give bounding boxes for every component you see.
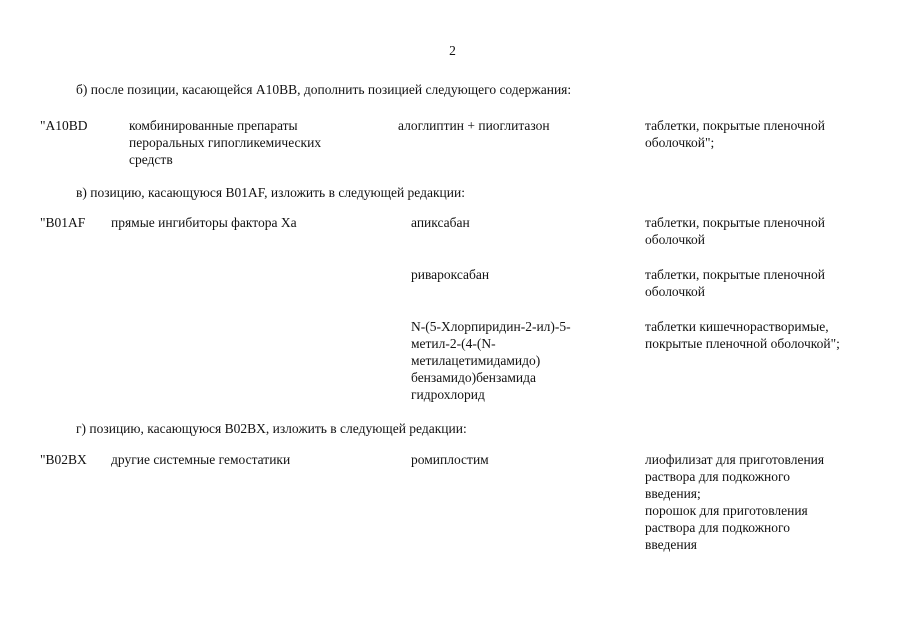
atc-code: "B02BX — [40, 452, 87, 467]
instruction-v: в) позицию, касающуюся B01AF, изложить в следующей редакции: — [76, 185, 465, 200]
atc-group: прямые ингибиторы фактора Xa — [111, 215, 297, 230]
substance: ривароксабан — [411, 267, 490, 282]
dosage-form: таблетки, покрытые пленочной оболочкой — [645, 267, 826, 299]
instruction-g: г) позицию, касающуюся B02BX, изложить в следующей редакции: — [76, 421, 467, 436]
instruction-b: б) после позиции, касающейся A10BB, дополнить позицией следующего содержания: — [76, 82, 572, 97]
dosage-form: таблетки, покрытые пленочной оболочкой"; — [645, 118, 826, 150]
atc-code: "B01AF — [40, 215, 86, 230]
dosage-form: лиофилизат для приготовления раствора для подкожного введения; порошок для приготовления раствора для подкожного введения — [645, 452, 825, 552]
page-number: 2 — [449, 43, 456, 58]
substance: апиксабан — [411, 215, 470, 230]
atc-group: комбинированные препараты пероральных гипогликемических средств — [129, 118, 322, 167]
substance: алоглиптин + пиоглитазон — [398, 118, 550, 133]
dosage-form: таблетки, покрытые пленочной оболочкой — [645, 215, 826, 247]
dosage-form: таблетки кишечнорастворимые, покрытые пленочной оболочкой"; — [645, 319, 840, 351]
substance: N-(5-Хлорпиридин-2-ил)-5- метил-2-(4-(N- метилацетимидамидо) бензамидо)бензамида гидрохлорид — [411, 319, 571, 402]
atc-code: "A10BD — [40, 118, 88, 133]
substance: ромиплостим — [411, 452, 489, 467]
atc-group: другие системные гемостатики — [111, 452, 291, 467]
